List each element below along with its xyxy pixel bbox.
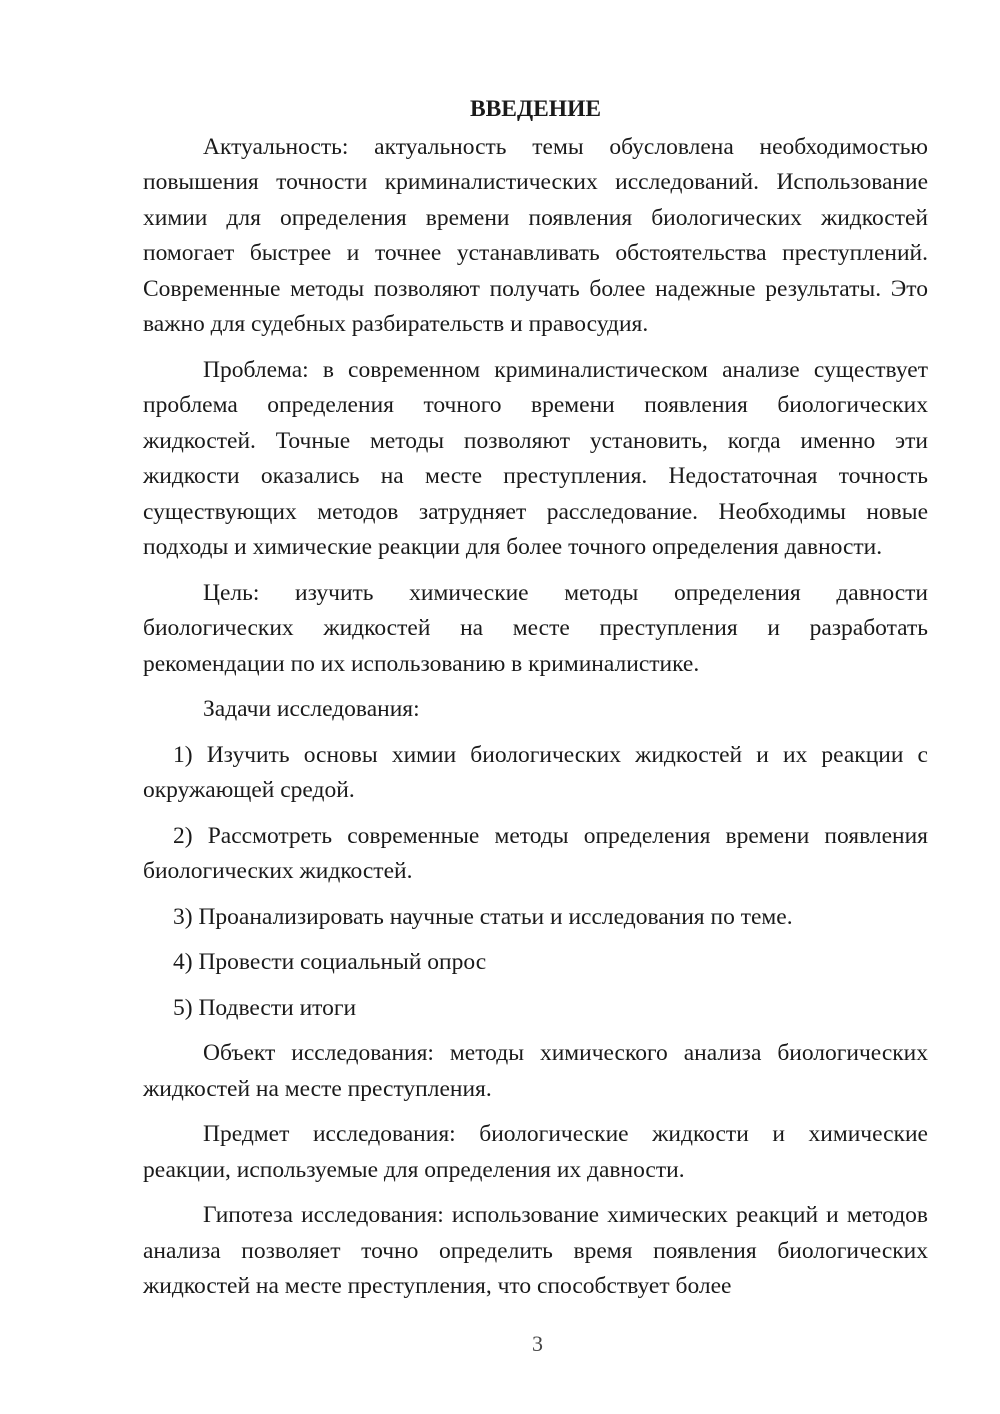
relevance-paragraph: Актуальность: актуальность темы обусловлена необходимостью повышения точности криминалистических исследований. Использование химии для определения времени появления биологических жидкостей помогает быстрее и точнее устанавливать обстоятельства преступлений. Современные методы позволяют получать более надежные результаты. Это важно для судебных разбирательств и правосудия. [143, 133, 928, 337]
task-item: 1) Изучить основы химии биологических жидкостей и их реакции с окружающей средой. [143, 741, 928, 803]
page-content [143, 92, 928, 1305]
task-item: 3) Проанализировать научные статьи и исследования по теме. [173, 903, 793, 930]
subject-paragraph: Предмет исследования: биологические жидкости и химические реакции, используемые для определения их давности. [143, 1121, 928, 1183]
task-item: 4) Провести социальный опрос [173, 949, 487, 975]
task-item: 2) Рассмотреть современные методы определения времени появления биологических жидкостей. [143, 822, 928, 884]
object-paragraph: Объект исследования: методы химического анализа биологических жидкостей на месте преступления. [143, 1040, 928, 1102]
hypothesis-paragraph: Гипотеза исследования: использование химических реакций и методов анализа позволяет точно определить время появления биологических жидкостей на месте преступления, что способствует более [143, 1202, 928, 1299]
goal-paragraph: Цель: изучить химические методы определения давности биологических жидкостей на месте преступления и разработать рекомендации по их использованию в криминалистике. [143, 579, 928, 677]
task-item: 5) Подвести итоги [173, 994, 357, 1021]
problem-paragraph: Проблема: в современном криминалистическом анализе существует проблема определения точного времени появления биологических жидкостей. Точные методы позволяют установить, когда именно эти жидкости оказались на месте преступления. Недостаточная точность существующих методов затрудняет расследование. Необходимы новые подходы и химические реакции для более точного определения давности. [143, 356, 928, 560]
tasks-title: Задачи исследования: [203, 696, 420, 722]
page-number: 3 [532, 1331, 543, 1356]
section-heading: ВВЕДЕНИЕ [469, 96, 602, 122]
